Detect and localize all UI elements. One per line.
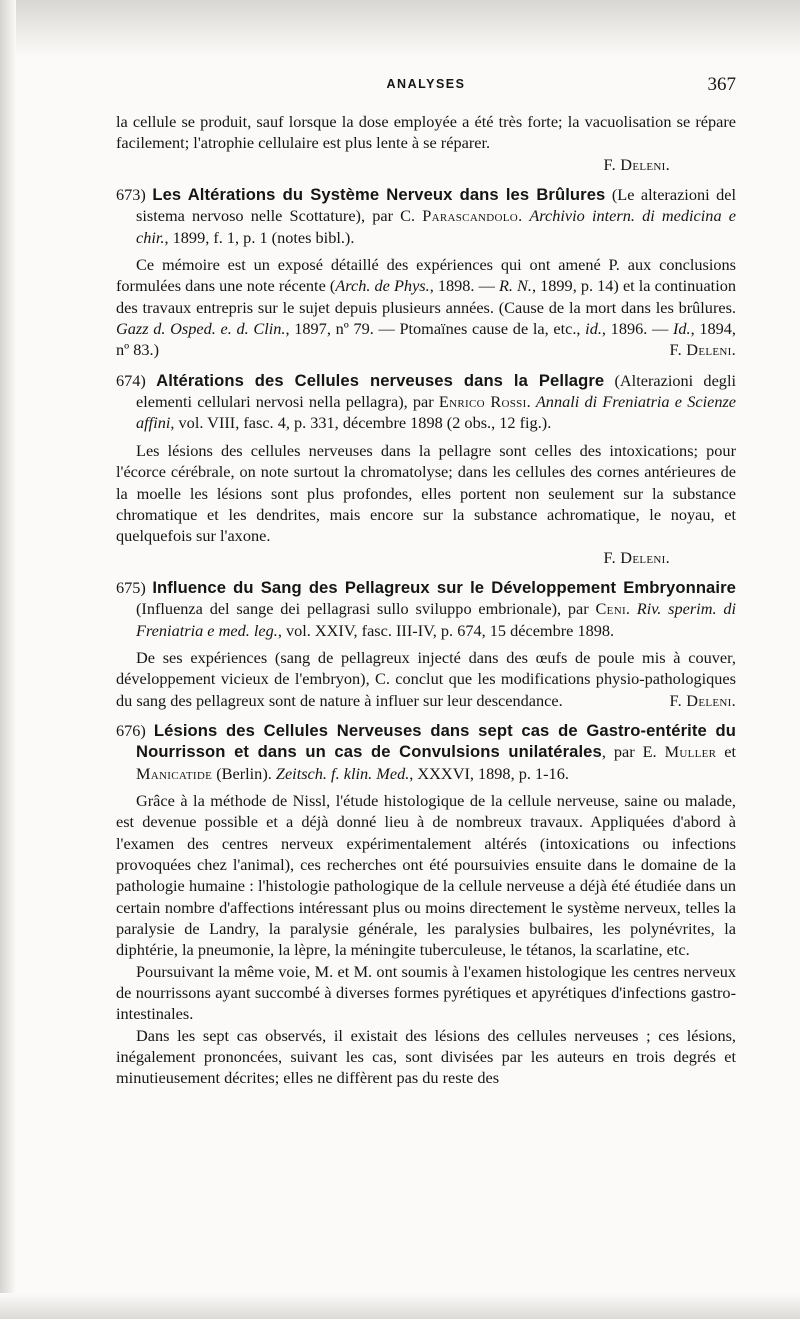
article-676-journal: Zeitsch. f. klin. Med. xyxy=(275,763,410,783)
page-header xyxy=(116,74,736,96)
article-676-author-2: Manicatide xyxy=(136,763,213,783)
article-675-signature: F. Deleni. xyxy=(669,690,736,710)
article-674-journal: Annali di Freniatria e Scienze affini xyxy=(136,392,737,433)
scan-shadow-top xyxy=(0,0,800,58)
article-673-body: Ce mémoire est un exposé détaillé des expériences qui ont amené P. aux conclusions formulées dans une note récente (Arch. de Phys., 1898. — R. N., 1899, p. 14) et la continuation des travaux entrepris sur le sujet depuis plusieurs années. (Cause de la mort dans les brûlures. Gazz d. Osped. e. d. Clin., 1897, nº 79. — Ptomaïnes cause de la, etc., id., 1896. — Id., 1894, nº 83.) F. Deleni. xyxy=(116,255,736,360)
article-675-body: De ses expériences (sang de pellagreux injecté dans des œufs de poule mis à couver, développement vicieux de l'embryon), C. conclut que les modifications physio-pathologiques du sang des pellagreux sont de nature à influer sur leur descendance. F. Deleni. xyxy=(116,647,736,710)
article-676-heading: 676) Lésions des Cellules Nerveuses dans sept cas de Gastro-entérite du Nourrisson et dans un cas de Convulsions unilatérales, par E. Muller et Manicatide (Berlin). Zeitsch. f. klin. Med., XXXVI, 1898, p. 1-16. xyxy=(116,720,736,783)
article-676-paragraph-2: Poursuivant la même voie, M. et M. ont soumis à l'examen histologique les centres nerveux de nourrissons ayant succombé à diverses formes pyrétiques et apyrétiques d'infections gastro-intestinales. xyxy=(116,961,736,1024)
article-675-number: 675) xyxy=(116,577,146,597)
article-676-paragraph-3: Dans les sept cas observés, il existait des lésions des cellules nerveuses ; ces lésions, inégalement prononcées, suivant les cas, sont divisées par les auteurs en trois degrés et minutieusement décrites; elles ne diffèrent pas du reste des xyxy=(116,1025,736,1088)
text-body xyxy=(116,111,736,1089)
page-number: 367 xyxy=(707,74,736,95)
article-675-title: Influence du Sang des Pellagreux sur le Développement Embryonnaire xyxy=(152,577,736,597)
article-674-title: Altérations des Cellules nerveuses dans la Pellagre xyxy=(156,370,605,390)
article-676-number: 676) xyxy=(116,720,146,740)
article-673-title: Les Altérations du Système Nerveux dans les Brûlures xyxy=(152,185,606,205)
article-674-signature: F. Deleni. xyxy=(603,547,670,567)
article-674-body: Les lésions des cellules nerveuses dans la pellagre sont celles des intoxications; pour l'écorce cérébrale, on note surtout la chromatolyse; dans les cellules des cornes antérieures de la moelle les lésions sont plus profondes, elles portent non seulement sur la substance chromatique et les dendrites, mais encore sur la substance achromatique, le noyau, et quelquefois sur l'axone. xyxy=(116,440,736,546)
article-675-heading: 675) Influence du Sang des Pellagreux sur le Développement Embryonnaire (Influenza del sange dei pellagrasi sullo sviluppo embrionale), par Ceni. Riv. sperim. di Freniatria e med. leg., vol. XXIV, fasc. III-IV, p. 674, 15 décembre 1898. xyxy=(116,577,736,640)
article-675-journal: Riv. sperim. di Freniatria e med. leg. xyxy=(136,599,736,640)
article-676-author-1: Muller xyxy=(664,742,717,762)
article-674-author: Enrico Rossi xyxy=(438,392,527,412)
intro-paragraph: la cellule se produit, sauf lorsque la dose employée a été très forte; la vacuolisation se répare facilement; l'atrophie cellulaire est plus lente à se réparer. xyxy=(116,112,736,153)
article-674-number: 674) xyxy=(116,370,146,390)
article-675-author: Ceni xyxy=(595,599,626,619)
scan-shadow-bottom xyxy=(0,1293,800,1319)
article-673-journal: Archivio intern. di medicina e chir. xyxy=(136,206,736,247)
scan-shadow-left xyxy=(0,0,16,1319)
article-673-number: 673) xyxy=(116,185,146,205)
article-673-heading: 673) Les Altérations du Système Nerveux dans les Brûlures (Le alterazioni del sistema nervoso nelle Scottature), par C. Parascandolo. Archivio intern. di medicina e chir., 1899, f. 1, p. 1 (notes bibl.). xyxy=(116,185,736,247)
article-673-signature: F. Deleni. xyxy=(669,340,736,360)
article-674-heading: 674) Altérations des Cellules nerveuses dans la Pellagre (Alterazioni degli elementi cellulari nervosi nella pellagra), par Enrico Rossi. Annali di Freniatria e Scienze affini, vol. VIII, fasc. 4, p. 331, décembre 1898 (2 obs., 12 fig.). xyxy=(116,370,737,433)
article-676-paragraph-1: Grâce à la méthode de Nissl, l'étude histologique de la cellule nerveuse, saine ou malade, est devenue possible et a déjà donné lieu à de nombreux travaux. Appliquées d'abord à l'examen des centres nerveux expérimentalement altérés (intoxications ou infections provoquées chez l'animal), ces recherches ont été poursuivies ensuite dans le domaine de la pathologie humaine : l'histologie pathologique de la cellule nerveuse a déjà été étudiée dans un certain nombre d'affections intéressant plus ou moins directement le système nerveux, telles la paralysie de Landry, la paralysie générale, les paralysies bulbaires, les polynévrites, la diphtérie, la pneumonie, la lèpre, la méningite tuberculeuse, le tétanos, la scarlatine, etc. xyxy=(116,790,736,960)
article-673-author: Parascandolo xyxy=(422,206,519,226)
article-676-title: Lésions des Cellules Nerveuses dans sept cas de Gastro-entérite du Nourrisson et dans un cas de Convulsions unilatérales xyxy=(136,720,736,762)
intro-signature: F. Deleni. xyxy=(603,154,670,174)
running-title: ANALYSES xyxy=(386,77,466,91)
